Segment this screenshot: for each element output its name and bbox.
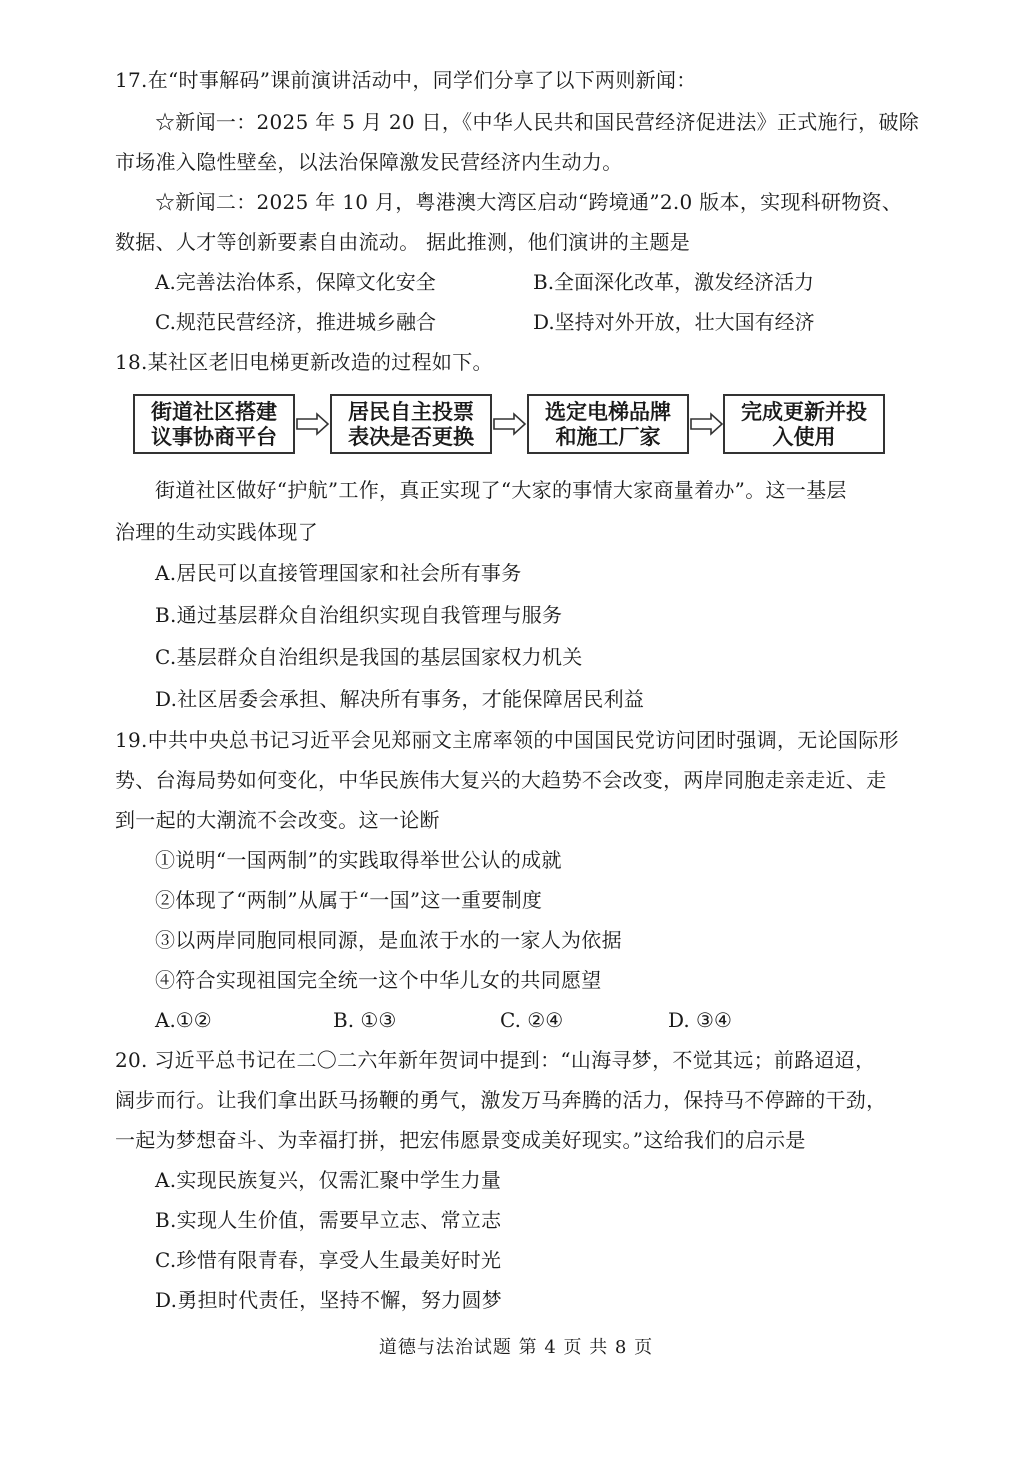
flow-step-2: [330, 394, 492, 454]
flow-step-3: [527, 394, 689, 454]
flow-step-4-line1: 完成更新并投: [741, 400, 867, 424]
q18-option-a: A.居民可以直接管理国家和社会所有事务: [155, 561, 522, 585]
q17-option-c: C.规范民营经济，推进城乡融合: [155, 310, 436, 334]
flow-arrow-icon: [690, 412, 724, 436]
q17-options-row2: [155, 302, 920, 342]
q17-stem: 17.在“时事解码”课前演讲活动中，同学们分享了以下两则新闻：: [115, 68, 697, 92]
q17-option-a: A.完善法治体系，保障文化安全: [155, 270, 436, 294]
q19-line2: 势、台海局势如何变化，中华民族伟大复兴的大趋势不会改变，两岸同胞走亲走近、走: [115, 768, 887, 792]
q18-text-line2: 治理的生动实践体现了: [115, 520, 318, 544]
q17-options-row1: [155, 262, 920, 302]
q20-option-c: C.珍惜有限青春，享受人生最美好时光: [155, 1248, 502, 1272]
q17-option-b: B.全面深化改革，激发经济活力: [533, 270, 815, 294]
q19-option-b: B. ①③: [333, 1008, 397, 1032]
q17-option-d: D.坚持对外开放，壮大国有经济: [533, 310, 815, 334]
q19-option-c: C. ②④: [500, 1008, 564, 1032]
q18-flowchart: [133, 394, 883, 458]
q20-line1: 20. 习近平总书记在二〇二六年新年贺词中提到：“山海寻梦，不觉其远；前路迢迢，: [115, 1048, 876, 1072]
q17-news2-line2: 数据、人才等创新要素自由流动。 据此推测，他们演讲的主题是: [115, 230, 691, 254]
flow-step-3-line2: 和施工厂家: [555, 425, 661, 449]
q17-news2-line1: ☆新闻二：2025 年 10 月，粤港澳大湾区启动“跨境通”2.0 版本，实现科研物资、: [155, 190, 903, 214]
q20-option-d: D.勇担时代责任，坚持不懈，努力圆梦: [155, 1288, 503, 1312]
q20-option-b: B.实现人生价值，需要早立志、常立志: [155, 1208, 502, 1232]
q20-option-a: A.实现民族复兴，仅需汇聚中学生力量: [155, 1168, 502, 1192]
q18-option-c: C.基层群众自治组织是我国的基层国家权力机关: [155, 645, 583, 669]
flow-arrow-icon: [296, 412, 330, 436]
q18-option-d: D.社区居委会承担、解决所有事务，才能保障居民利益: [155, 687, 645, 711]
q19-statement-1: ①说明“一国两制”的实践取得举世公认的成就: [155, 848, 562, 872]
q19-statement-4: ④符合实现祖国完全统一这个中华儿女的共同愿望: [155, 968, 602, 992]
q20-line3: 一起为梦想奋斗、为幸福打拼，把宏伟愿景变成美好现实。”这给我们的启示是: [115, 1128, 806, 1152]
q18-option-b: B.通过基层群众自治组织实现自我管理与服务: [155, 603, 563, 627]
q19-options-row: [155, 1000, 920, 1040]
flow-step-3-line1: 选定电梯品牌: [545, 400, 671, 424]
flow-step-1-line1: 街道社区搭建: [151, 400, 277, 424]
q17-news1-line2: 市场准入隐性壁垒，以法治保障激发民营经济内生动力。: [115, 150, 623, 174]
q18-stem: 18.某社区老旧电梯更新改造的过程如下。: [115, 350, 493, 374]
flow-step-4: [723, 394, 885, 454]
q19-option-a: A.①②: [155, 1008, 212, 1032]
q19-option-d: D. ③④: [668, 1008, 732, 1032]
flow-step-2-line1: 居民自主投票: [348, 400, 474, 424]
flow-step-1: [133, 394, 295, 454]
q19-line3: 到一起的大潮流不会改变。这一论断: [115, 808, 440, 832]
flow-step-2-line2: 表决是否更换: [348, 425, 474, 449]
page-footer: 道德与法治试题 第 4 页 共 8 页: [378, 1337, 654, 1358]
flow-step-1-line2: 议事协商平台: [151, 425, 277, 449]
q20-line2: 阔步而行。让我们拿出跃马扬鞭的勇气，激发万马奔腾的活力，保持马不停蹄的干劲，: [115, 1088, 887, 1112]
q19-line1: 19.中共中央总书记习近平会见郑丽文主席率领的中国国民党访问团时强调，无论国际形: [115, 728, 899, 752]
q17-news1-line1: ☆新闻一：2025 年 5 月 20 日，《中华人民共和国民营经济促进法》正式施行，破除: [155, 110, 920, 134]
q19-statement-2: ②体现了“两制”从属于“一国”这一重要制度: [155, 888, 543, 912]
flow-step-4-line2: 入使用: [772, 425, 836, 449]
q18-text-line1: 街道社区做好“护航”工作，真正实现了“大家的事情大家商量着办”。这一基层: [155, 478, 847, 502]
flow-arrow-icon: [493, 412, 527, 436]
q19-statement-3: ③以两岸同胞同根同源，是血浓于水的一家人为依据: [155, 928, 622, 952]
